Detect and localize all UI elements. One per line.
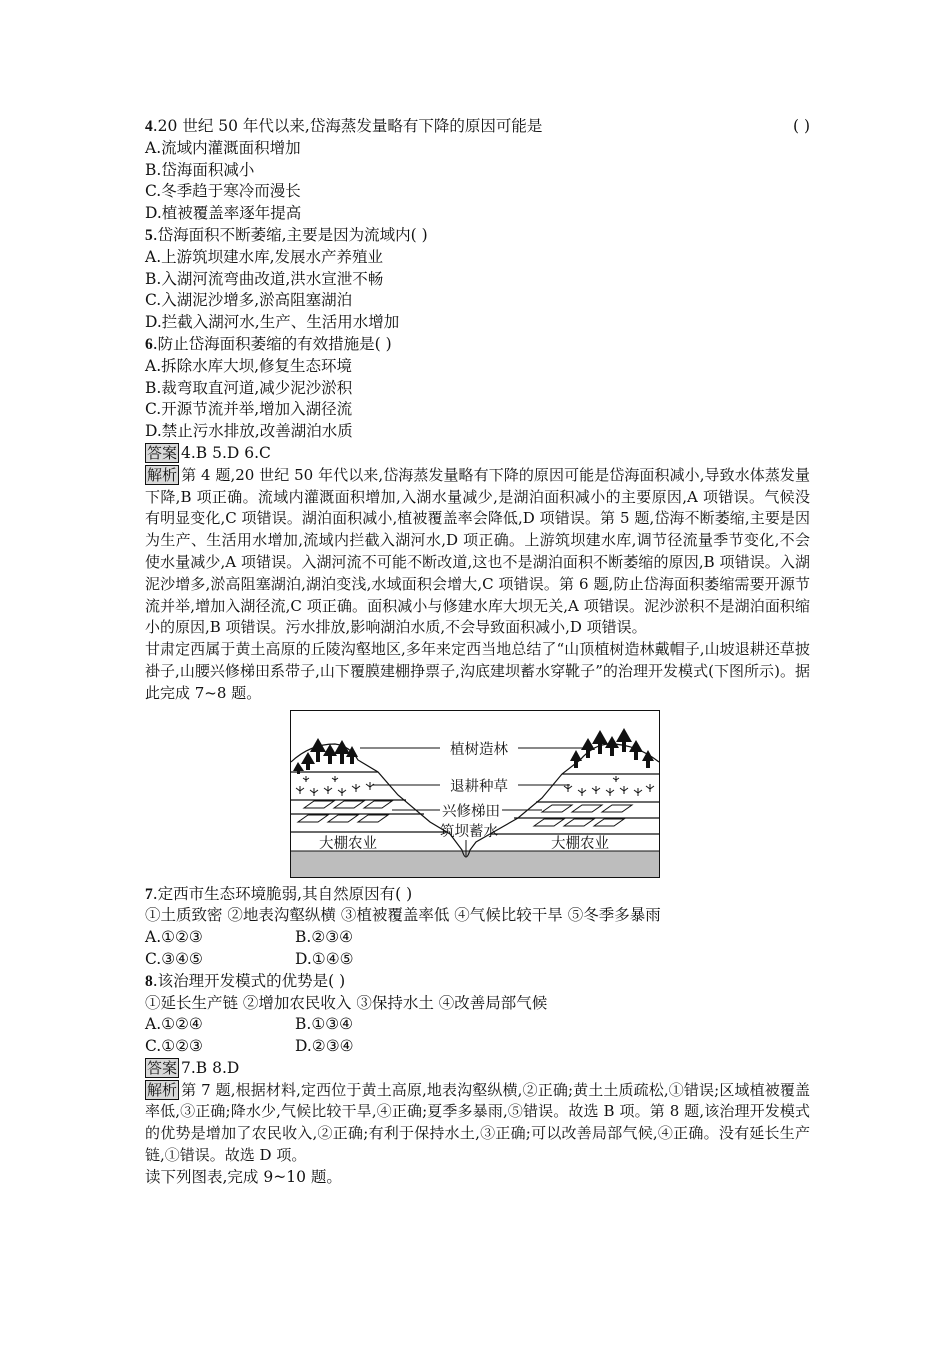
analysis-block-2 (145, 1080, 810, 1167)
option-d: D.拦截入湖河水,生产、生活用水增加 (145, 313, 400, 332)
option-c: C.①②③ (145, 1037, 203, 1056)
answer-tag: 答案 (147, 443, 178, 462)
option-d: D.禁止污水排放,改善湖泊水质 (145, 422, 353, 441)
option-b: B.①③④ (295, 1015, 354, 1034)
option-row (145, 1036, 810, 1058)
label-greenhouse-left: 大棚农业 (319, 835, 377, 852)
option-c: C.入湖泥沙增多,淤高阻塞湖泊 (145, 291, 353, 310)
question-text: .岱海面积不断萎缩,主要是因为流域内( ) (152, 225, 428, 244)
analysis-text: 第 7 题,根据材料,定西位于黄土高原,地表沟壑纵横,②正确;黄土土质疏松,①错误;区域植被覆盖率低,③正确;降水少,气候比较干旱,④正确;夏季多暴雨,⑤错误。故选 B 项。第 8 题,该治理开发模式的优势是增加了农民收入,②正确;有利于保持水土,③正确;可以改善局部气候,④正确。没有延长生产链,①错误。故选 D 项。 (145, 1080, 810, 1165)
option-a: A.上游筑坝建水库,发展水产养殖业 (145, 247, 384, 266)
option-row (145, 1014, 810, 1036)
label-grass: 退耕种草 (450, 778, 508, 795)
option-b: B.岱海面积减小 (145, 160, 255, 179)
question-number: 6 (145, 335, 153, 353)
label-greenhouse-right: 大棚农业 (551, 835, 609, 852)
answer-text: 7.B 8.D (181, 1058, 240, 1077)
option-b: B.裁弯取直河道,减少泥沙淤积 (145, 378, 353, 397)
question-number: 8 (145, 972, 153, 990)
answer-block-2 (145, 1058, 810, 1080)
question-text: .20 世纪 50 年代以来,岱海蒸发量略有下降的原因可能是 (152, 117, 543, 135)
page-content (145, 116, 810, 1189)
answer-bracket: ( ) (792, 117, 810, 135)
answer-tag: 答案 (147, 1058, 178, 1077)
analysis-tag: 解析 (147, 1080, 178, 1099)
option-d: D.植被覆盖率逐年提高 (145, 204, 302, 223)
question-8-stem (145, 971, 810, 993)
option-b: B.入湖河流弯曲改道,洪水宣泄不畅 (145, 269, 384, 288)
intro-paragraph-7-8: 甘肃定西属于黄土高原的丘陵沟壑地区,多年来定西当地总结了“山顶植树造林戴帽子,山坡退耕还草披褂子,山腰兴修梯田系带子,山下覆膜建棚挣票子,沟底建坝蓄水穿靴子”的治理开发模式(下图所示)。据此完成 7~8 题。 (145, 640, 810, 702)
analysis-block-1 (145, 465, 810, 639)
option-row (145, 949, 810, 971)
question-number: 4 (145, 118, 153, 135)
analysis-text: 第 4 题,20 世纪 50 年代以来,岱海蒸发量略有下降的原因可能是岱海面积减小,导致水体蒸发量下降,B 项正确。流域内灌溉面积增加,入湖水量减少,是湖泊面积减小的主要原因,A 项错误。气候没有明显变化,C 项错误。湖泊面积减小,植被覆盖率会降低,D 项错误。第 5 题,岱海不断萎缩,主要是因为生产、生活用水增加,流域内拦截入湖河水,D 项正确。上游筑坝建水库,调节径流量季节变化,不会使水量减少,A 项错误。入湖河流不可能不断改道,这也不是湖泊面积不断萎缩的原因,B 项错误。入湖泥沙增多,淤高阻塞湖泊,湖泊变浅,水域面积会增大,C 项错误。第 6 题,防止岱海面积萎缩需要开源节流并举,增加入湖径流,C 项正确。面积减小与修建水库大坝无关,A 项错误。泥沙淤积不是湖泊面积缩小的原因,B 项错误。污水排放,影响湖泊水质,不会导致面积减小,D 项错误。 (145, 465, 810, 637)
question-8-items: ①延长生产链 ②增加农民收入 ③保持水土 ④改善局部气候 (145, 993, 548, 1012)
question-5-stem (145, 225, 810, 247)
label-dam: 筑坝蓄水 (440, 823, 498, 840)
question-text: .定西市生态环境脆弱,其自然原因有( ) (152, 884, 413, 903)
option-c: C.开源节流并举,增加入湖径流 (145, 400, 353, 419)
closing-instruction: 读下列图表,完成 9~10 题。 (145, 1167, 342, 1186)
question-4-stem (145, 116, 810, 138)
question-text: .防止岱海面积萎缩的有效措施是( ) (152, 334, 392, 353)
analysis-tag: 解析 (147, 465, 178, 484)
question-number: 5 (145, 226, 153, 244)
option-d: D.②③④ (295, 1037, 354, 1056)
option-c: C.冬季趋于寒冷而漫长 (145, 182, 301, 201)
question-7-stem (145, 884, 810, 906)
option-c: C.③④⑤ (145, 949, 203, 968)
label-forest: 植树造林 (450, 741, 508, 758)
answer-block-1 (145, 443, 810, 465)
question-6-stem (145, 334, 810, 356)
question-text: .该治理开发模式的优势是( ) (152, 971, 346, 990)
option-a: A.①②④ (145, 1015, 203, 1034)
question-7-items: ①土质致密 ②地表沟壑纵横 ③植被覆盖率低 ④气候比较干旱 ⑤冬季多暴雨 (145, 906, 661, 925)
option-d: D.①④⑤ (295, 949, 354, 968)
label-terrace: 兴修梯田 (442, 803, 500, 820)
option-a: A.拆除水库大坝,修复生态环境 (145, 356, 353, 375)
option-a: A.流域内灌溉面积增加 (145, 138, 301, 157)
option-a: A.①②③ (145, 928, 203, 947)
answer-text: 4.B 5.D 6.C (181, 443, 271, 462)
option-row (145, 927, 810, 949)
question-number: 7 (145, 885, 153, 903)
terrain-governance-diagram (290, 710, 660, 878)
option-b: B.②③④ (295, 928, 354, 947)
